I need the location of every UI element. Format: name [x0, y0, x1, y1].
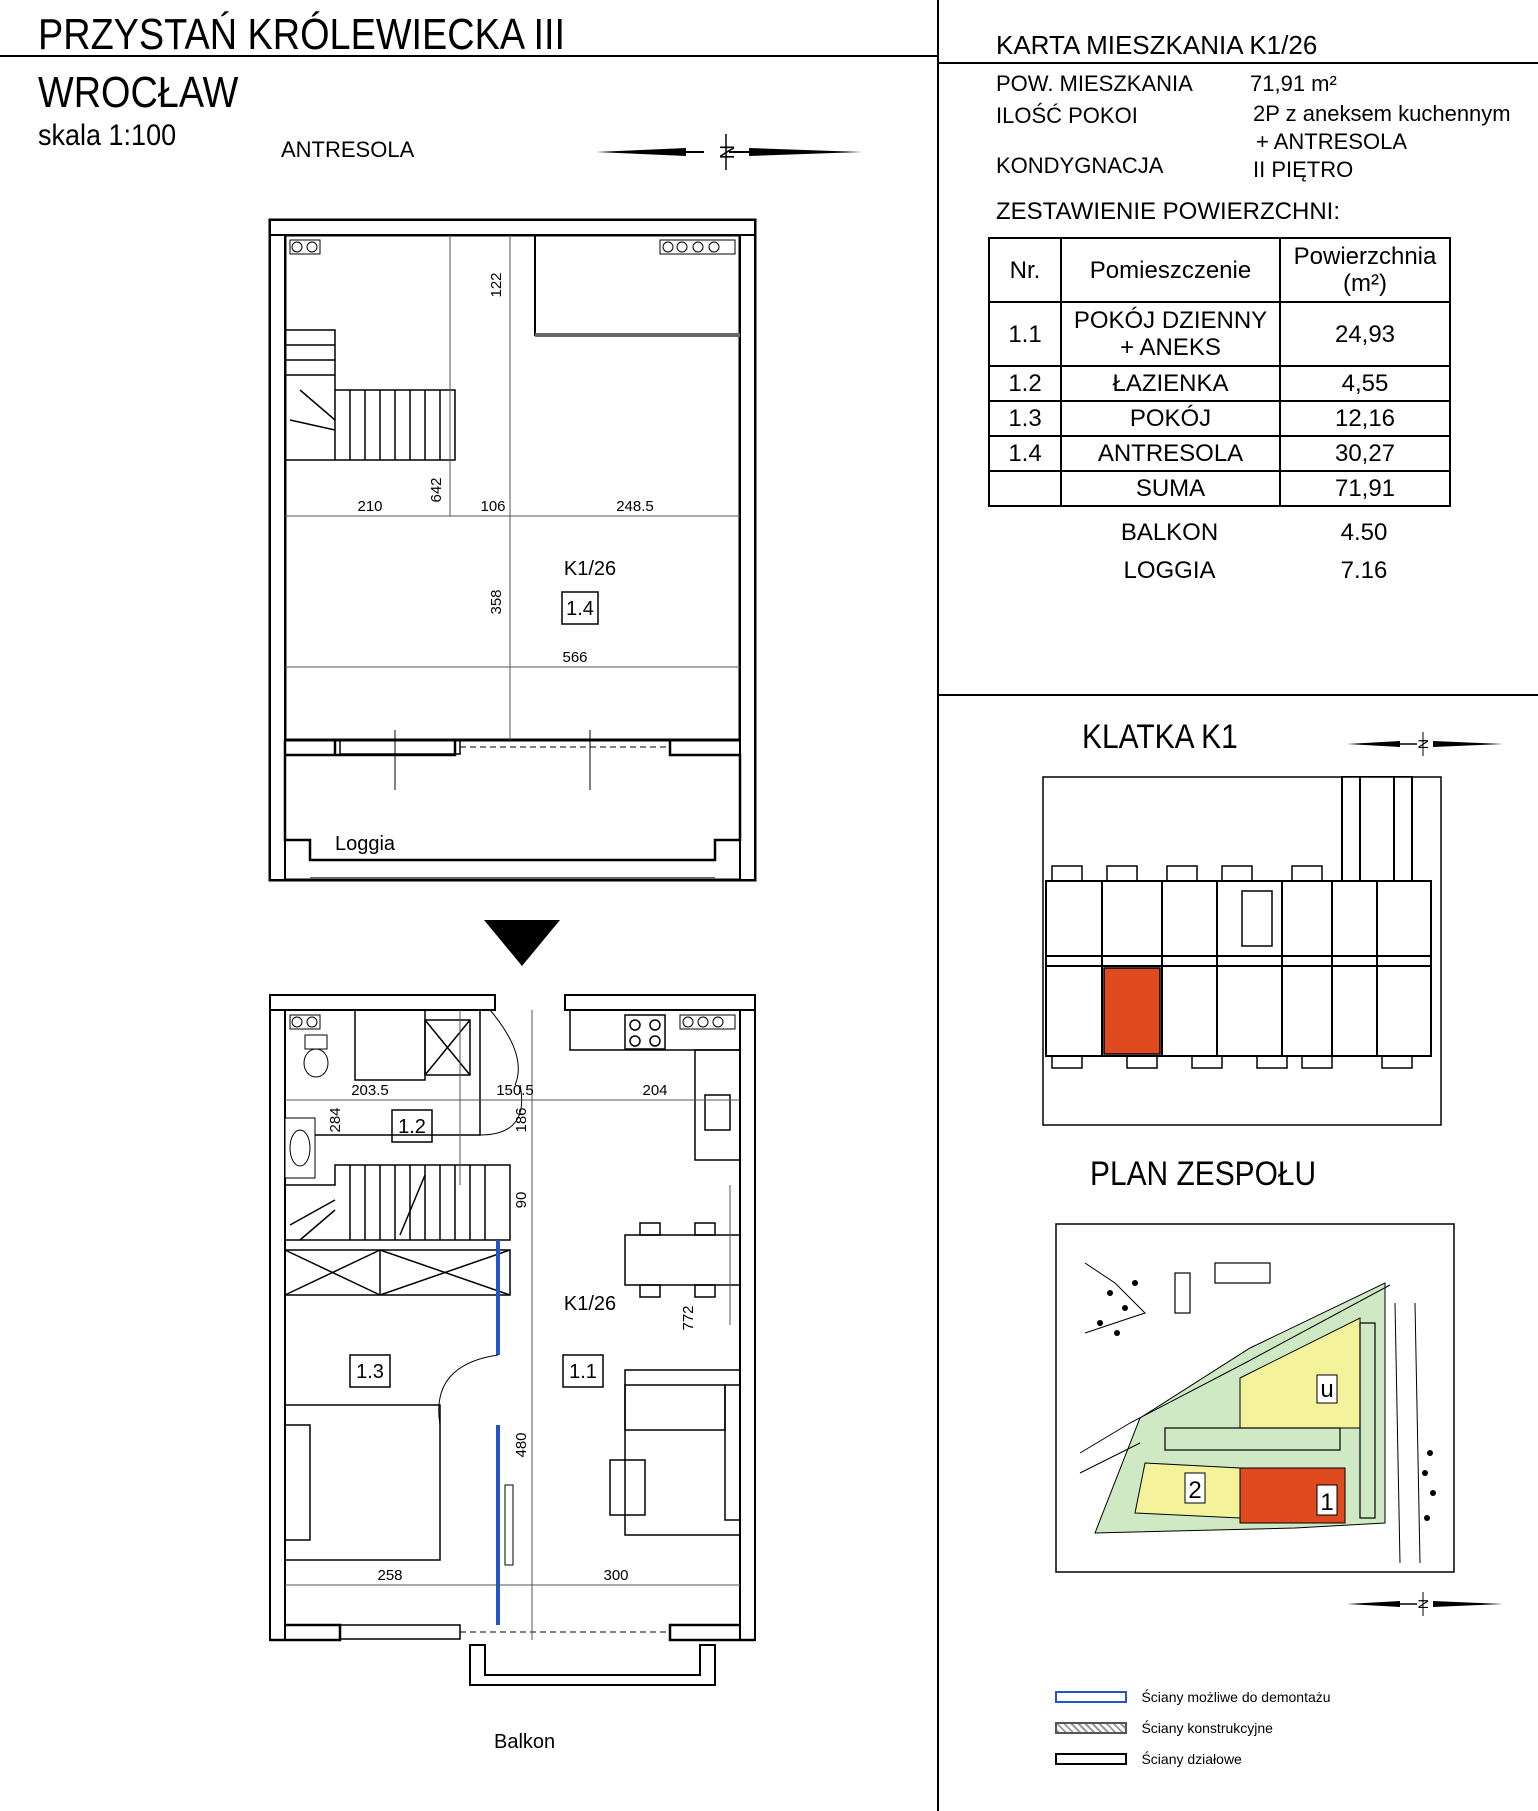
- table-row: [989, 436, 1450, 471]
- cell-nr: [989, 471, 1061, 506]
- th-nr: Nr.: [989, 238, 1061, 302]
- card-title: KARTA MIESZKANIA K1/26: [996, 30, 1318, 60]
- extra-name: BALKON: [1120, 519, 1219, 546]
- extras-table: [1060, 514, 1449, 590]
- highlighted-unit: [1104, 968, 1160, 1054]
- stairs: [285, 330, 455, 460]
- extra-area: 4.50: [1340, 519, 1388, 546]
- legend-label: Ściany konstrukcyjne: [1141, 1719, 1273, 1736]
- cell-nr: 1.2: [989, 366, 1061, 401]
- legend-item: [1055, 1750, 1242, 1768]
- compass-letter: N: [717, 144, 739, 160]
- down-arrow-icon: [484, 920, 560, 966]
- dim-label: 122: [488, 272, 505, 298]
- dim-label: 248.5: [616, 498, 654, 515]
- cell-room-2: + ANEKS: [1120, 334, 1221, 361]
- cell-room: POKÓJ: [1061, 401, 1280, 436]
- sink-icon: [285, 1118, 315, 1178]
- toilet-icon: [304, 1035, 328, 1077]
- window: [340, 1625, 460, 1639]
- cell-room: [1061, 302, 1280, 366]
- compass-tail: [1347, 1601, 1400, 1607]
- dim-label: 186: [513, 1107, 530, 1133]
- extra-row: [1060, 514, 1449, 552]
- legend-item: [1055, 1688, 1331, 1706]
- cell-area: 4,55: [1280, 366, 1450, 401]
- extra-name: LOGGIA: [1123, 557, 1216, 584]
- legend-swatch-hatch: [1055, 1722, 1127, 1734]
- level-label: ANTRESOLA: [281, 137, 415, 162]
- wall-outer: [270, 220, 755, 880]
- bed: [285, 1405, 440, 1560]
- dim-label: 772: [680, 1305, 697, 1331]
- dining-table: [625, 1223, 740, 1297]
- staircase-core: [1242, 891, 1272, 946]
- dim-label: 300: [603, 1567, 629, 1584]
- card-value-rooms-2: + ANTRESOLA: [1256, 129, 1408, 154]
- site-label-2: 2: [1188, 1477, 1202, 1504]
- summary-title: ZESTAWIENIE POWIERZCHNI:: [996, 198, 1341, 225]
- legend-label: Ściany działowe: [1141, 1750, 1242, 1767]
- cell-area: 30,27: [1280, 436, 1450, 471]
- room-number: 1.2: [398, 1116, 426, 1138]
- compass-klatka: [1345, 730, 1505, 758]
- zespol-title: PLAN ZESPOŁU: [1090, 1155, 1317, 1193]
- card-value-area: 71,91 m²: [1250, 71, 1337, 96]
- wall-left: [270, 220, 285, 880]
- wall-top: [270, 220, 755, 235]
- th-room: Pomieszczenie: [1061, 238, 1280, 302]
- area-table: [988, 237, 1451, 507]
- compass-head: [1433, 1601, 1503, 1607]
- site-label-u: u: [1320, 1376, 1334, 1403]
- dim-label: 480: [513, 1432, 530, 1458]
- dim-label: 210: [357, 498, 383, 515]
- sofa: [625, 1370, 740, 1535]
- compass-head: [749, 148, 862, 156]
- card-label-area: POW. MIESZKANIA: [996, 71, 1193, 96]
- dim-label: 566: [562, 649, 588, 666]
- cell-room: ANTRESOLA: [1061, 436, 1280, 471]
- loggia-label: Loggia: [335, 833, 396, 855]
- stairs: [285, 1165, 510, 1240]
- cell-area: 24,93: [1280, 302, 1450, 366]
- table-row: [989, 401, 1450, 436]
- extra-row: [1060, 552, 1449, 590]
- th-area-2: (m²): [1343, 270, 1387, 297]
- table-row: [989, 302, 1450, 366]
- legend-swatch-black: [1055, 1753, 1127, 1765]
- project-title: PRZYSTAŃ KRÓLEWIECKA III: [38, 10, 566, 59]
- card-label-rooms: ILOŚĆ POKOI: [996, 103, 1138, 128]
- extra-area: 7.16: [1340, 557, 1388, 584]
- table-row-sum: [989, 471, 1450, 506]
- dim-label: 203.5: [351, 1082, 389, 1099]
- balcony-label: Balkon: [494, 1731, 556, 1753]
- room-number: 1.3: [356, 1361, 384, 1383]
- wardrobe: [285, 1250, 510, 1295]
- dim-label: 258: [377, 1567, 403, 1584]
- compass-head: [1433, 741, 1503, 747]
- window: [340, 740, 460, 754]
- th-area: [1280, 238, 1450, 302]
- cell-area: 71,91: [1280, 471, 1450, 506]
- card-label-floor: KONDYGNACJA: [996, 153, 1164, 178]
- dim-label: 358: [488, 589, 505, 615]
- vent-right-icon: [680, 1015, 735, 1029]
- divider-top-right: [939, 62, 1538, 64]
- dim-label: 90: [513, 1191, 530, 1209]
- dimension-lines: [285, 235, 740, 740]
- card-value-rooms: 2P z aneksem kuchennym: [1253, 101, 1511, 126]
- table-row: [989, 366, 1450, 401]
- outer-walls: [270, 220, 755, 880]
- dim-label: 204: [642, 1082, 668, 1099]
- balcony: [470, 1645, 715, 1685]
- scale-label: skala 1:100: [38, 119, 177, 152]
- cell-nr: 1.4: [989, 436, 1061, 471]
- cell-room-1: POKÓJ DZIENNY: [1073, 307, 1268, 334]
- cell-room: ŁAZIENKA: [1061, 366, 1280, 401]
- city-name: WROCŁAW: [38, 68, 239, 117]
- door-swing: [439, 1355, 498, 1425]
- plan-lower: [260, 985, 760, 1695]
- dim-label: 642: [428, 477, 445, 503]
- compass-top: [594, 132, 864, 172]
- cell-room: SUMA: [1061, 471, 1280, 506]
- compass-letter: N: [1415, 1598, 1431, 1610]
- coffee-table: [610, 1460, 645, 1515]
- dim-label: 150.5: [496, 1082, 534, 1099]
- vent-left-icon: [290, 1015, 320, 1029]
- divider-mid-right: [939, 694, 1538, 696]
- unit-label: K1/26: [563, 1293, 617, 1315]
- room-number: 1.1: [569, 1361, 597, 1383]
- dim-label: 106: [480, 498, 506, 515]
- vent-right-icon: [660, 240, 735, 254]
- legend-swatch-blue: [1055, 1691, 1127, 1703]
- wall-right: [740, 220, 755, 880]
- table-header-row: [989, 238, 1450, 302]
- compass-tail: [596, 148, 686, 156]
- compass-tail: [1347, 741, 1400, 747]
- compass-zespol: [1345, 1590, 1505, 1618]
- site-plan: [1055, 1223, 1455, 1573]
- radiator: [505, 1485, 513, 1565]
- klatka-plan: [1042, 776, 1442, 1126]
- room-number: 1.4: [566, 598, 594, 620]
- legend-item: [1055, 1719, 1273, 1737]
- divider-vertical: [937, 0, 939, 1811]
- vent-left-icon: [290, 240, 320, 254]
- th-area-1: Powierzchnia: [1293, 243, 1437, 270]
- cell-area: 12,16: [1280, 401, 1450, 436]
- site-label-1: 1: [1320, 1489, 1334, 1516]
- plan-antresola: [260, 210, 760, 890]
- legend-label: Ściany możliwe do demontażu: [1141, 1688, 1331, 1705]
- dim-label: 284: [327, 1107, 344, 1133]
- card-value-floor: II PIĘTRO: [1253, 157, 1354, 182]
- wall-inner: [285, 235, 740, 740]
- door-swing: [490, 1010, 518, 1085]
- unit-label: K1/26: [563, 558, 617, 580]
- klatka-title: KLATKA K1: [1082, 718, 1238, 756]
- compass-letter: N: [1415, 738, 1431, 750]
- cell-nr: 1.3: [989, 401, 1061, 436]
- cell-nr: 1.1: [989, 302, 1061, 366]
